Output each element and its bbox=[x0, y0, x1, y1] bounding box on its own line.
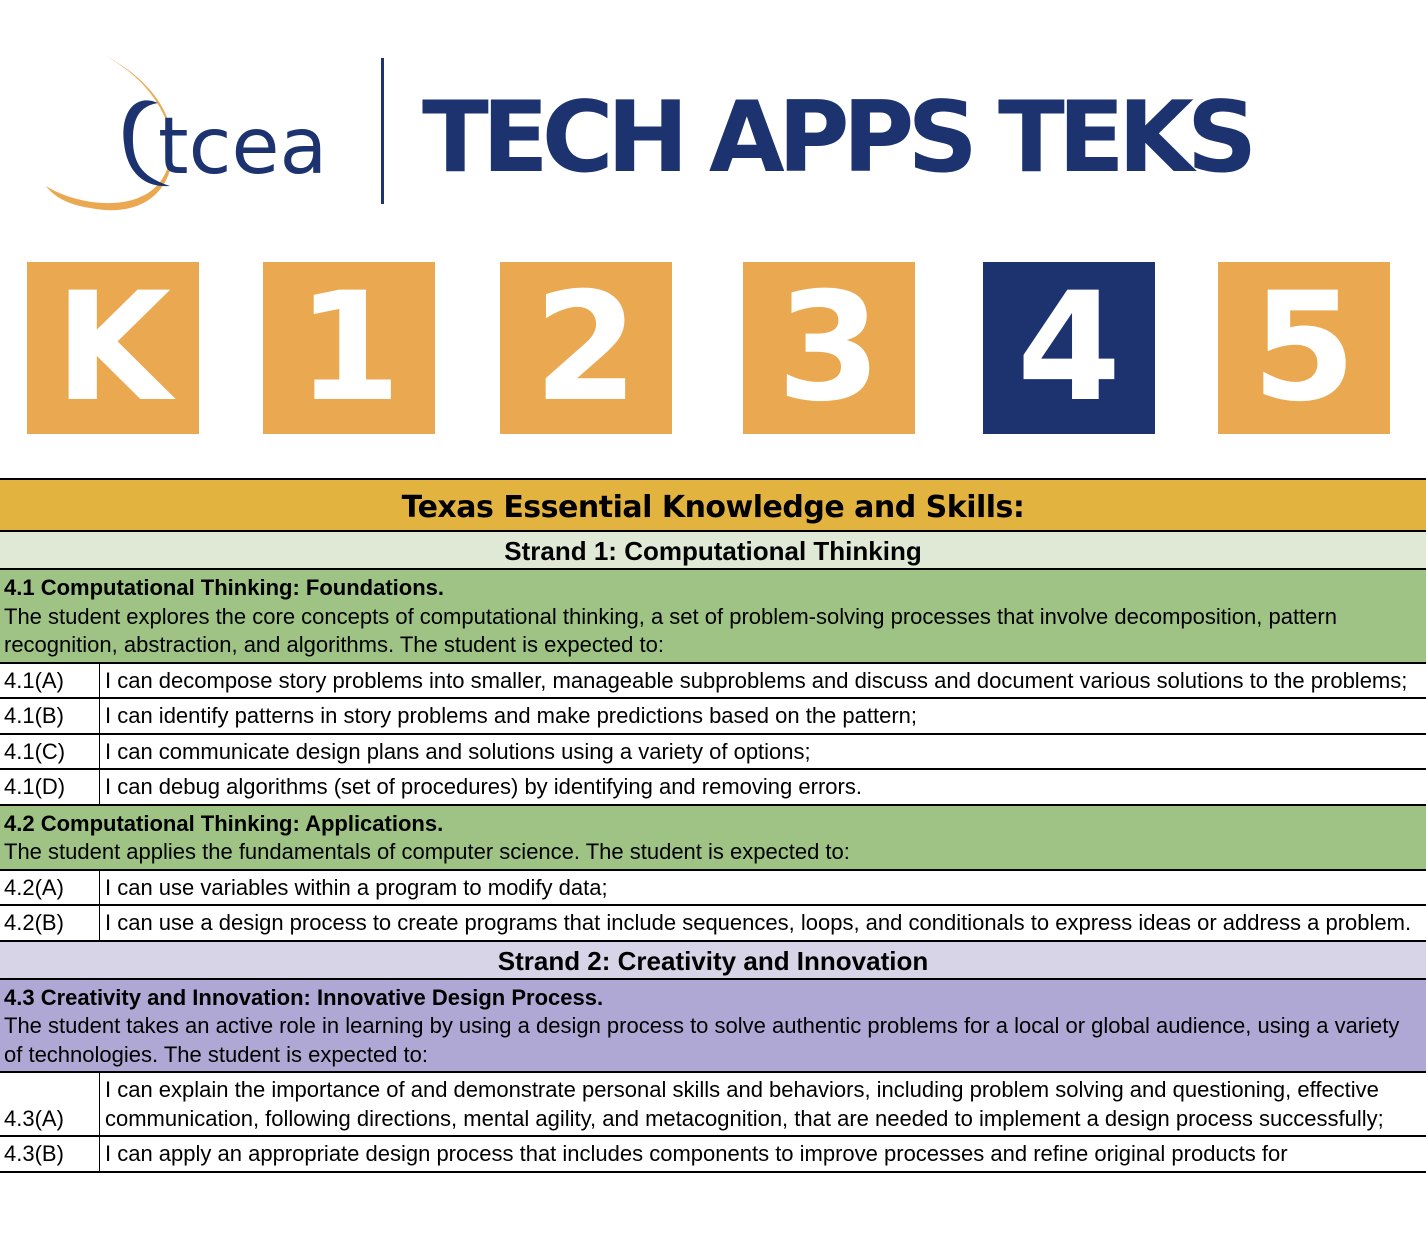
grade-tab-3[interactable] bbox=[743, 262, 915, 434]
standard-text: I can explain the importance of and demonstrate personal skills and behaviors, including problem solving and questioning, effective communication, following directions, mental agility, and metacognition, that are needed to implement a design process successfully; bbox=[105, 1077, 1384, 1131]
logo-wordmark: tcea bbox=[158, 102, 328, 192]
grade-label: 2 bbox=[533, 261, 639, 435]
table-row bbox=[0, 1073, 1426, 1137]
standard-code: 4.1(D) bbox=[0, 770, 100, 804]
section-4-2 bbox=[0, 806, 1426, 871]
grade-label: K bbox=[54, 261, 172, 435]
section-4-3 bbox=[0, 980, 1426, 1074]
standard-code: 4.1(A) bbox=[0, 664, 100, 698]
standard-code: 4.1(B) bbox=[0, 699, 100, 733]
brand-title: TECH APPS TEKS bbox=[422, 81, 1251, 195]
logo-divider bbox=[381, 58, 384, 204]
section-description: The student takes an active role in learning by using a design process to solve authentic problems for a local or global audience, using a variety of technologies. The student is expected to: bbox=[4, 1013, 1400, 1067]
teks-table bbox=[0, 478, 1426, 1173]
teks-banner: Texas Essential Knowledge and Skills: bbox=[0, 480, 1426, 532]
grade-label: 5 bbox=[1251, 261, 1357, 435]
tcea-logo bbox=[40, 48, 380, 218]
strand-1-header: Strand 1: Computational Thinking bbox=[0, 532, 1426, 570]
standard-code: 4.2(A) bbox=[0, 871, 100, 905]
grade-label: 4 bbox=[1016, 261, 1122, 435]
standard-text: I can use variables within a program to modify data; bbox=[105, 874, 608, 900]
grade-tab-1[interactable] bbox=[263, 262, 435, 434]
section-title: 4.3 Creativity and Innovation: Innovative Design Process. bbox=[4, 984, 604, 1010]
table-row bbox=[0, 735, 1426, 771]
table-row bbox=[0, 1137, 1426, 1173]
strand-2-header: Strand 2: Creativity and Innovation bbox=[0, 942, 1426, 980]
standard-text: I can apply an appropriate design process that includes components to improve processes and refine original products for bbox=[105, 1141, 1288, 1166]
grade-tab-5[interactable] bbox=[1218, 262, 1390, 434]
table-row bbox=[0, 664, 1426, 700]
grade-tab-4[interactable] bbox=[983, 262, 1155, 434]
section-title: 4.1 Computational Thinking: Foundations. bbox=[4, 575, 444, 600]
grade-label: 1 bbox=[296, 261, 402, 435]
standard-code: 4.3(A) bbox=[0, 1073, 100, 1135]
standard-text: I can use a design process to create programs that include sequences, loops, and conditionals to express ideas or address a problem. bbox=[105, 910, 1412, 935]
standard-code: 4.1(C) bbox=[0, 735, 100, 769]
standard-text: I can identify patterns in story problems and make predictions based on the pattern; bbox=[105, 703, 918, 728]
grade-selector bbox=[0, 262, 1426, 436]
section-description: The student applies the fundamentals of computer science. The student is expected to: bbox=[4, 839, 850, 864]
page-header bbox=[0, 0, 1426, 478]
table-row bbox=[0, 906, 1426, 942]
section-4-1 bbox=[0, 570, 1426, 664]
standard-text: I can communicate design plans and solutions using a variety of options; bbox=[105, 738, 811, 764]
standard-code: 4.2(B) bbox=[0, 906, 100, 940]
table-row bbox=[0, 770, 1426, 806]
grade-label: 3 bbox=[776, 261, 882, 435]
section-title: 4.2 Computational Thinking: Applications. bbox=[4, 810, 444, 836]
standard-code: 4.3(B) bbox=[0, 1137, 100, 1171]
table-row bbox=[0, 699, 1426, 735]
section-description: The student explores the core concepts of computational thinking, a set of problem-solving processes that involve decomposition, pattern recognition, abstraction, and algorithms. The student is expected to: bbox=[4, 603, 1337, 657]
standard-text: I can debug algorithms (set of procedures) by identifying and removing errors. bbox=[105, 774, 862, 799]
table-row bbox=[0, 871, 1426, 907]
standard-text: I can decompose story problems into smaller, manageable subproblems and discuss and document various solutions to the problems; bbox=[105, 667, 1408, 693]
grade-tab-k[interactable] bbox=[27, 262, 199, 434]
grade-tab-2[interactable] bbox=[500, 262, 672, 434]
